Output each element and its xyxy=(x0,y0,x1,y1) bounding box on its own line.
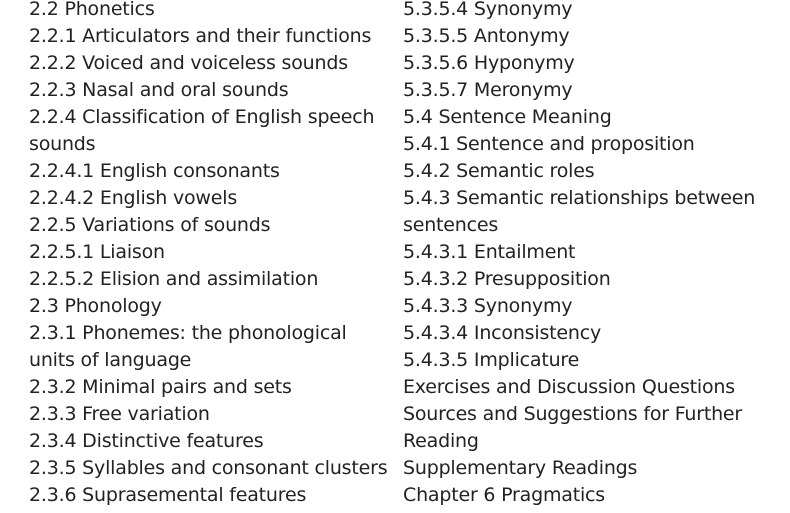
toc-entry: 5.4.3 Semantic relationships between sentences xyxy=(403,187,756,236)
toc-entry: 2.2.4.2 English vowels xyxy=(29,187,238,209)
toc-entry: 5.3.5.7 Meronymy xyxy=(403,79,573,101)
toc-entry: 2.3.5 Syllables and consonant clusters xyxy=(29,457,388,479)
toc-entry: 5.3.5.6 Hyponymy xyxy=(403,52,575,74)
toc-left-column xyxy=(29,0,389,509)
toc-entry: 5.4.1 Sentence and proposition xyxy=(403,133,695,155)
toc-entry: 5.4.3.1 Entailment xyxy=(403,241,576,263)
toc-entry: 5.3.5.5 Antonymy xyxy=(403,25,570,47)
toc-entry: 2.2.2 Voiced and voiceless sounds xyxy=(29,52,348,74)
toc-entry: 5.4.3.2 Presupposition xyxy=(403,268,611,290)
toc-entry: 5.4.3.4 Inconsistency xyxy=(403,322,602,344)
toc-entry: 5.4.3.3 Synonymy xyxy=(403,295,573,317)
toc-entry: 2.3.3 Free variation xyxy=(29,403,210,425)
toc-right-column xyxy=(403,0,763,509)
toc-entry: 2.2.5.1 Liaison xyxy=(29,241,165,263)
toc-entry: Exercises and Discussion Questions xyxy=(403,376,735,398)
toc-entry: 2.3.6 Suprasemental features xyxy=(29,484,307,506)
toc-entry: 2.2.3 Nasal and oral sounds xyxy=(29,79,289,101)
toc-entry: 2.2.5.2 Elision and assimilation xyxy=(29,268,319,290)
toc-entry: 2.2.4 Classification of English speech sounds xyxy=(29,106,375,155)
toc-entry: 2.3.1 Phonemes: the phonological units of language xyxy=(29,322,347,371)
toc-entry: 2.3 Phonology xyxy=(29,295,162,317)
toc-entry: 5.3.5.4 Synonymy xyxy=(403,0,573,20)
toc-entry: 5.4.3.5 Implicature xyxy=(403,349,580,371)
toc-entry: 2.2.4.1 English consonants xyxy=(29,160,280,182)
toc-entry: 5.4 Sentence Meaning xyxy=(403,106,612,128)
toc-entry: 5.4.2 Semantic roles xyxy=(403,160,595,182)
toc-entry: 2.2 Phonetics xyxy=(29,0,155,20)
toc-entry: Chapter 6 Pragmatics xyxy=(403,484,605,506)
toc-entry: 2.3.2 Minimal pairs and sets xyxy=(29,376,292,398)
toc-entry: Supplementary Readings xyxy=(403,457,638,479)
toc-entry: Sources and Suggestions for Further Reading xyxy=(403,403,743,452)
toc-entry: 2.3.4 Distinctive features xyxy=(29,430,264,452)
toc-entry: 2.2.1 Articulators and their functions xyxy=(29,25,372,47)
toc-entry: 2.2.5 Variations of sounds xyxy=(29,214,271,236)
